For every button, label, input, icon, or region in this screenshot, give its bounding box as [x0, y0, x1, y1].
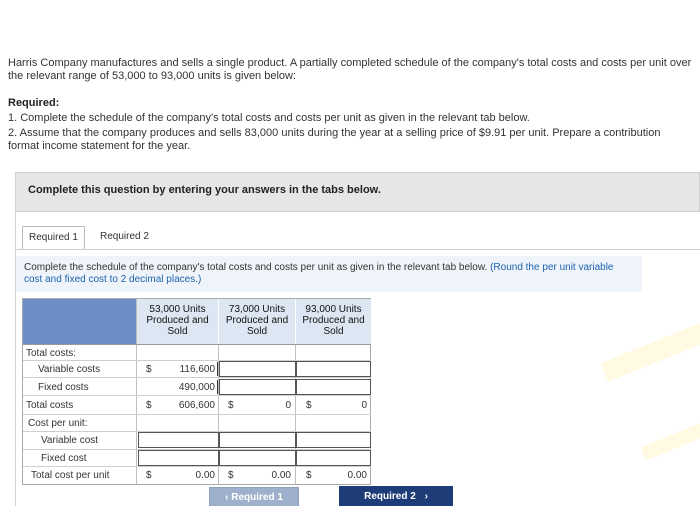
variable-costs-53000[interactable]: 116,600: [179, 364, 215, 375]
row-line: [23, 395, 371, 396]
label-cost-per-unit: Cost per unit:: [28, 418, 88, 429]
currency-sign: $: [306, 400, 312, 411]
currency-sign: $: [146, 470, 152, 481]
cost-schedule-table: [22, 298, 371, 485]
col-divider: [136, 299, 137, 485]
rounding-note: (Round the per unit variable cost and fixed cost to 2 decimal places.): [24, 262, 614, 285]
required-item-1: 1. Complete the schedule of the company's total costs and costs per unit as given in the relevant tab below.: [8, 112, 530, 124]
fixed-cost-per-unit-73000-input[interactable]: [219, 450, 296, 466]
header-col-73000: [219, 299, 295, 344]
prev-tab-button[interactable]: [209, 487, 299, 506]
col-73000-line2: Produced and: [225, 315, 289, 326]
currency-sign: $: [146, 364, 152, 375]
fixed-costs-93000-input[interactable]: [296, 379, 371, 395]
text-cursor: [217, 380, 218, 394]
variable-cost-per-unit-53000-input[interactable]: [138, 432, 219, 448]
prev-tab-label: Required 1: [231, 492, 283, 503]
total-costs-93000: 0: [361, 400, 367, 411]
col-53000-line2: Produced and: [146, 315, 209, 326]
label-variable-cost: Variable cost: [41, 435, 99, 446]
total-cost-per-unit-53000: 0.00: [195, 470, 215, 481]
label-total-costs-heading: Total costs:: [26, 348, 77, 359]
header-col-53000: [137, 299, 218, 344]
next-tab-label: Required 2: [364, 491, 416, 502]
variable-cost-per-unit-93000-input[interactable]: [296, 432, 371, 448]
required-heading: Required:: [8, 97, 60, 109]
question-banner: [15, 172, 700, 212]
label-fixed-costs: Fixed costs: [38, 382, 89, 393]
col-93000-line3: Sold: [323, 326, 344, 337]
required-item-2: 2. Assume that the company produces and sells 83,000 units during the year at a selling price of $9.91 per unit. Prepare a contribution: [8, 127, 661, 139]
text-cursor: [217, 362, 218, 376]
variable-costs-93000-input[interactable]: [296, 361, 371, 377]
currency-sign: $: [306, 470, 312, 481]
instruction-text: Complete the schedule of the company's total costs and costs per unit as given in the relevant tab below.: [24, 262, 488, 273]
col-53000-line3: Sold: [167, 326, 188, 337]
total-cost-per-unit-93000: 0.00: [347, 470, 367, 481]
fixed-costs-53000[interactable]: 490,000: [178, 382, 215, 393]
fixed-cost-per-unit-93000-input[interactable]: [296, 450, 371, 466]
fixed-costs-73000-input[interactable]: [219, 379, 296, 395]
tab-required-1[interactable]: Required 1: [22, 226, 85, 250]
currency-sign: $: [228, 400, 234, 411]
next-tab-button[interactable]: [339, 486, 453, 506]
row-line: [23, 414, 371, 415]
tab-required-2[interactable]: Required 2: [100, 231, 149, 242]
required-item-2-cont: format income statement for the year.: [8, 140, 191, 152]
header-blank: [23, 299, 136, 344]
label-total-cost-per-unit: Total cost per unit: [31, 470, 110, 481]
header-col-93000: [296, 299, 371, 344]
currency-sign: $: [146, 400, 152, 411]
col-73000-line3: Sold: [246, 326, 267, 337]
row-line: [23, 377, 371, 378]
col-53000-line1: 53,000 Units: [149, 304, 206, 315]
tab-divider: [15, 249, 700, 250]
col-93000-line2: Produced and: [302, 315, 365, 326]
problem-intro: Harris Company manufactures and sells a single product. A partially completed schedule of the company's total costs and costs per unit over the relevant range of 53,000 to 93,000 units is given below:: [8, 57, 692, 82]
banner-text: Complete this question by entering your answers in the tabs below.: [28, 184, 381, 196]
chevron-right-icon: ›: [424, 491, 428, 502]
total-costs-73000: 0: [285, 400, 291, 411]
total-cost-per-unit-73000: 0.00: [271, 470, 291, 481]
label-fixed-cost: Fixed cost: [41, 453, 87, 464]
variable-cost-per-unit-73000-input[interactable]: [219, 432, 296, 448]
row-line: [23, 466, 371, 467]
row-line: [23, 344, 371, 345]
chevron-left-icon: ‹: [225, 492, 229, 503]
total-costs-53000: 606,600: [178, 400, 215, 411]
col-73000-line1: 73,000 Units: [228, 304, 286, 315]
col-93000-line1: 93,000 Units: [305, 304, 362, 315]
label-variable-costs: Variable costs: [38, 364, 101, 375]
currency-sign: $: [228, 470, 234, 481]
label-total-costs: Total costs: [26, 400, 74, 411]
instruction-box: [16, 256, 642, 292]
fixed-cost-per-unit-53000-input[interactable]: [138, 450, 219, 466]
variable-costs-73000-input[interactable]: [219, 361, 296, 377]
